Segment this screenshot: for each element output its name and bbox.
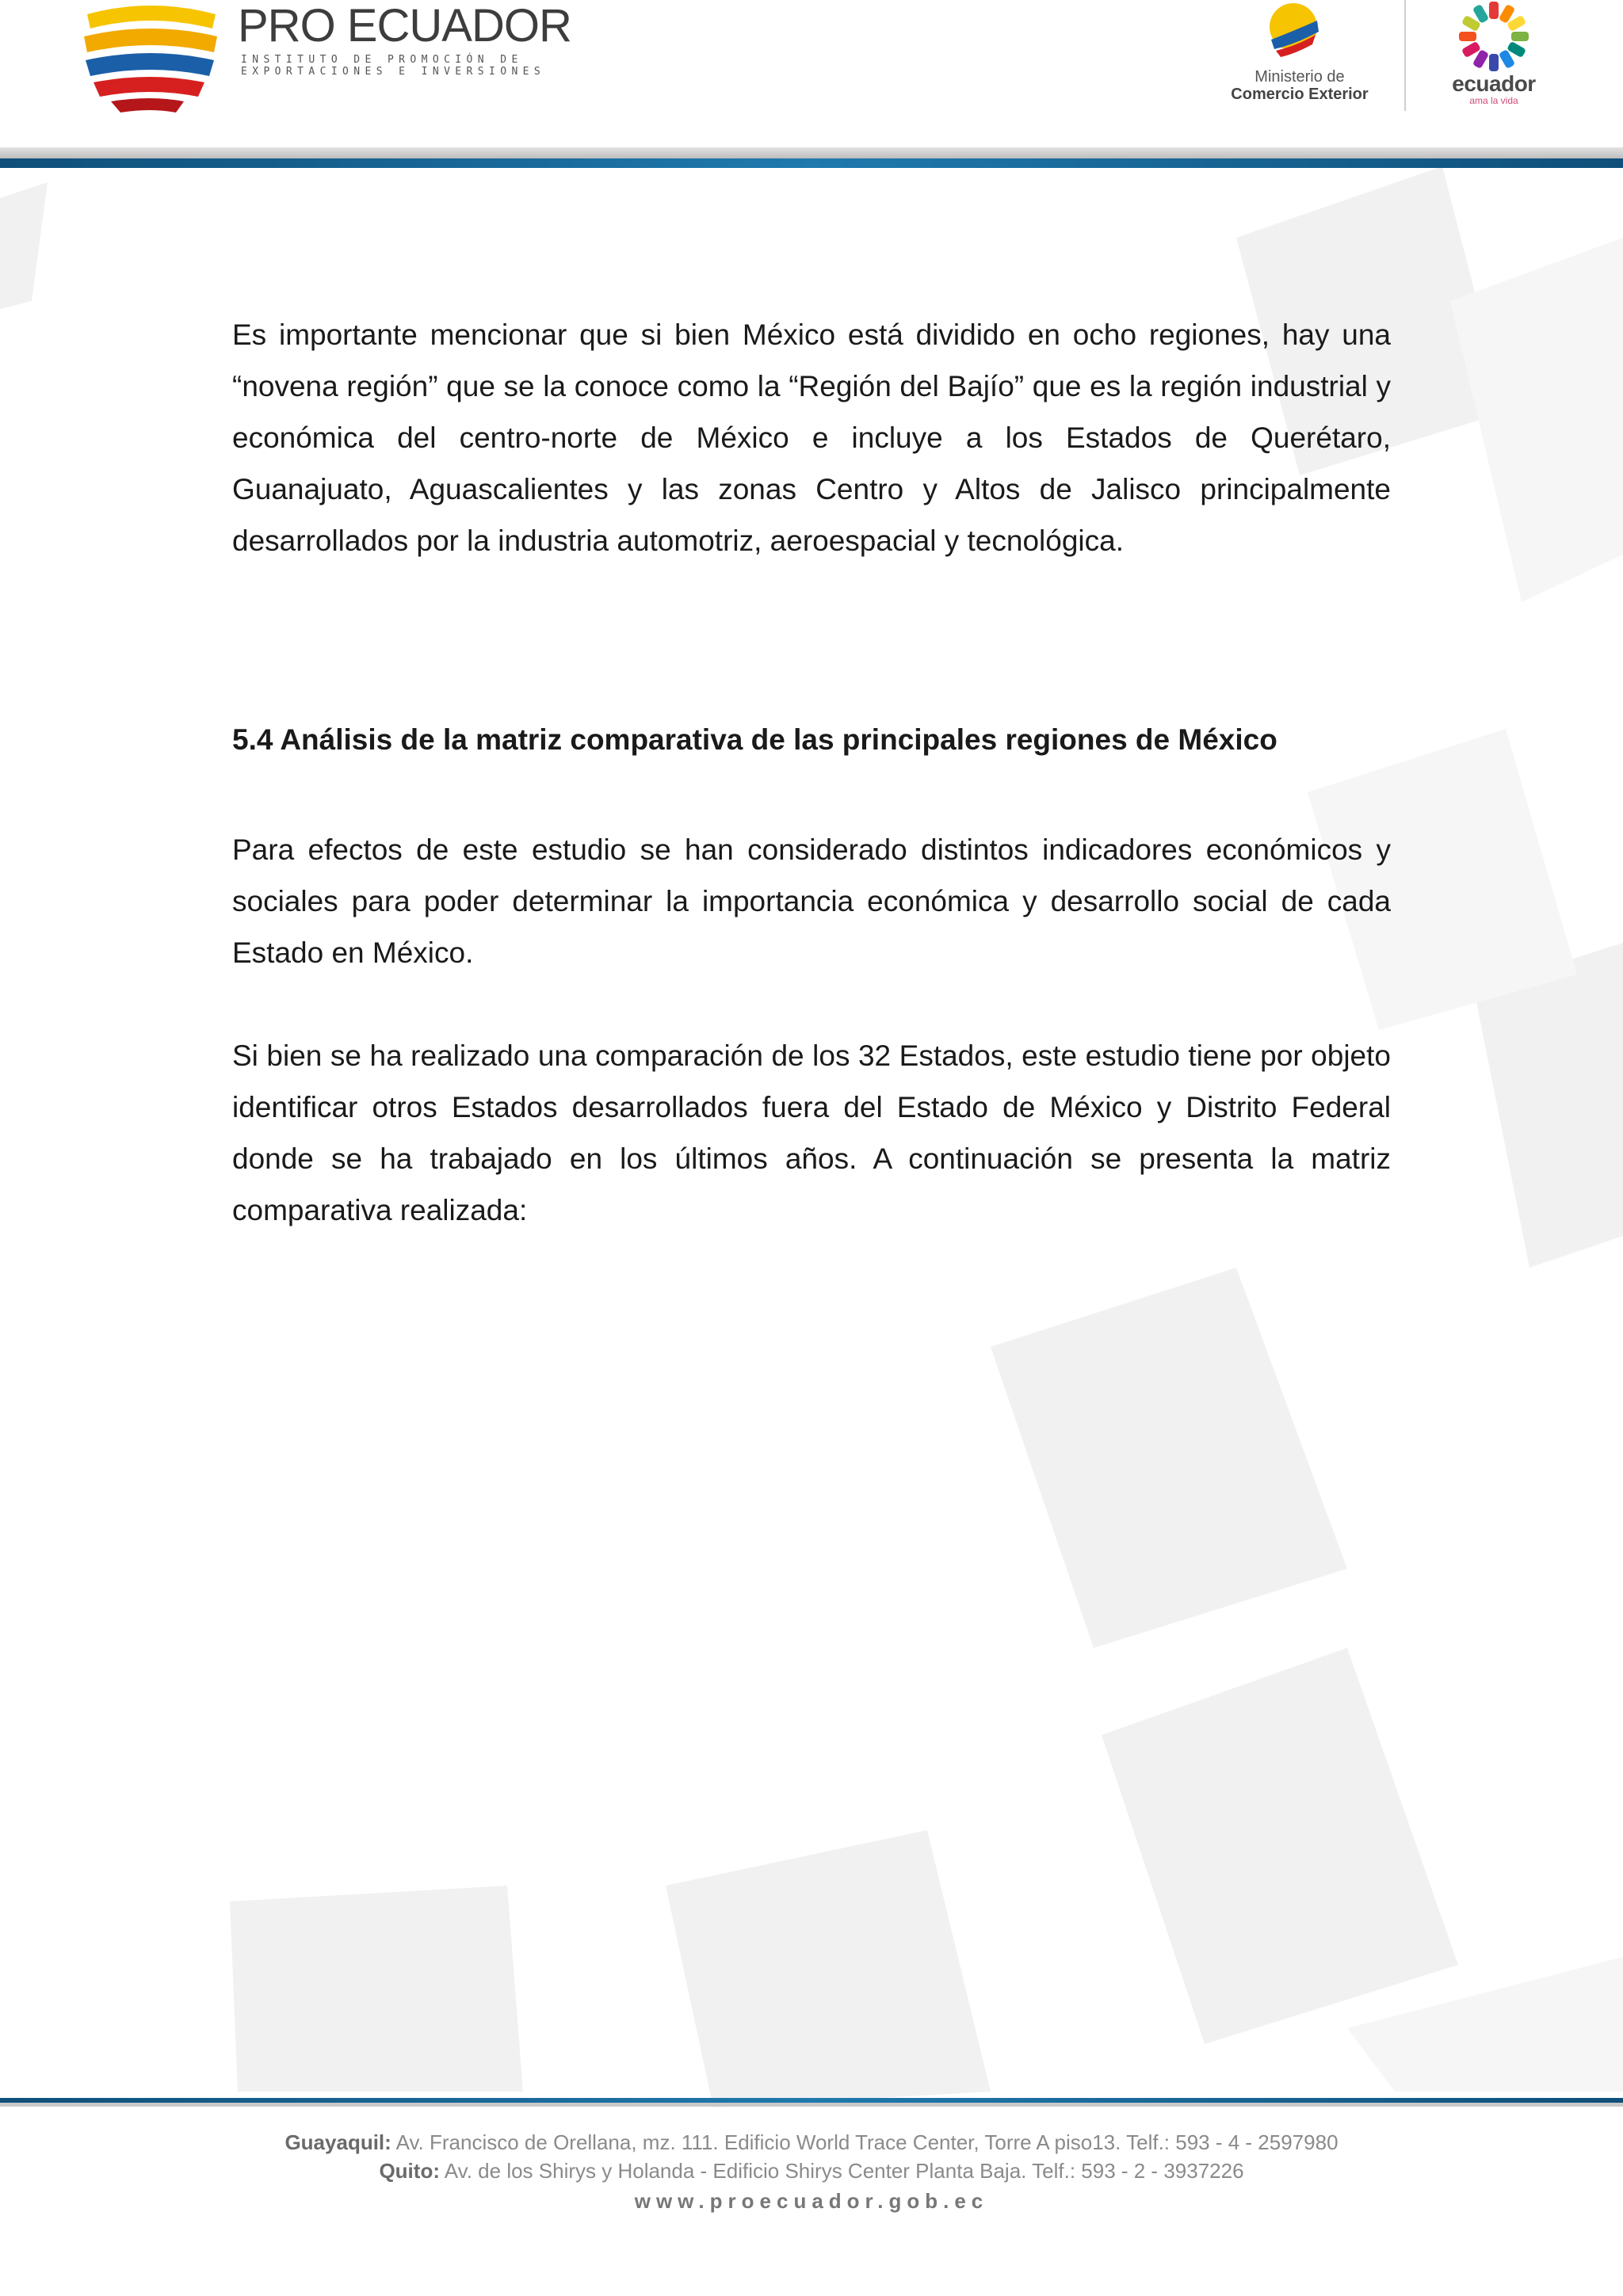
header-divider [1404, 0, 1406, 111]
watermark-square [1102, 1648, 1458, 2044]
header-gray-band [0, 147, 1623, 158]
brand-subtitle-line2: EXPORTACIONES E INVERSIONES [241, 66, 546, 78]
ecuador-wordmark: ecuador [1452, 71, 1536, 96]
section-heading: 5.4 Análisis de la matriz comparativa de las principales regiones de México [232, 723, 1277, 756]
page-header [0, 0, 1623, 166]
watermark-square [666, 1830, 991, 2107]
footer-gray-line [0, 2103, 1623, 2107]
ministry-line1: Ministerio de [1254, 68, 1345, 86]
quito-address: Av. de los Shirys y Holanda - Edificio Shirys Center Planta Baja. Telf.: 593 - 2 - 3937226 [444, 2159, 1244, 2183]
watermark-square [0, 182, 48, 309]
watermark-square [991, 1268, 1347, 1648]
ministry-emblem-icon [1260, 0, 1323, 63]
paragraph-comparacion: Si bien se ha realizado una comparación de los 32 Estados, este estudio tiene por objeto identificar otros Estados desarrollados fuera del Estado de México y Distrito Federal donde se ha trabajado en los últimos años. A continuación se presenta la matriz comparativa realizada: [232, 1039, 1391, 1226]
ministry-label [1205, 68, 1395, 103]
brand-subtitle-line1: INSTITUTO DE PROMOCIÓN DE [241, 54, 523, 66]
paragraph-novena-region: Es importante mencionar que si bien México está dividido en ocho regiones, hay una “novena región” que se la conoce como la “Región del Bajío” que es la región industrial y económica del centro-norte de México e incluye a los Estados de Querétaro, Guanajuato, Aguascalientes y las zonas Centro y Altos de Jalisco principalmente desarrollados por la industria automotriz, aeroespacial y tecnológica. [232, 318, 1391, 557]
proecuador-flag-logo-icon [79, 0, 222, 119]
brand-name: PRO ECUADOR [238, 0, 571, 51]
guayaquil-label: Guayaquil: [285, 2130, 391, 2154]
ecuador-ama-la-vida-logo-icon [1442, 0, 1545, 79]
ministry-line2: Comercio Exterior [1231, 86, 1369, 103]
paragraph-indicadores: Para efectos de este estudio se han considerado distintos indicadores económicos y sociales para poder determinar la importancia económica y desarrollo social de cada Estado en México. [232, 833, 1391, 969]
footer-address-quito [0, 2158, 1623, 2183]
brand-subtitle [241, 54, 590, 78]
header-blue-band [0, 158, 1623, 168]
quito-label: Quito: [379, 2159, 440, 2183]
footer-address-guayaquil [0, 2130, 1623, 2155]
guayaquil-address: Av. Francisco de Orellana, mz. 111. Edificio World Trace Center, Torre A piso13. Telf.: 593 - 4 - 2597980 [395, 2130, 1338, 2154]
watermark-square [230, 1886, 523, 2092]
page-footer [0, 2098, 1623, 2296]
footer-website-link[interactable]: www.proecuador.gob.ec [634, 2189, 989, 2213]
ecuador-tagline: ama la vida [1469, 95, 1518, 106]
